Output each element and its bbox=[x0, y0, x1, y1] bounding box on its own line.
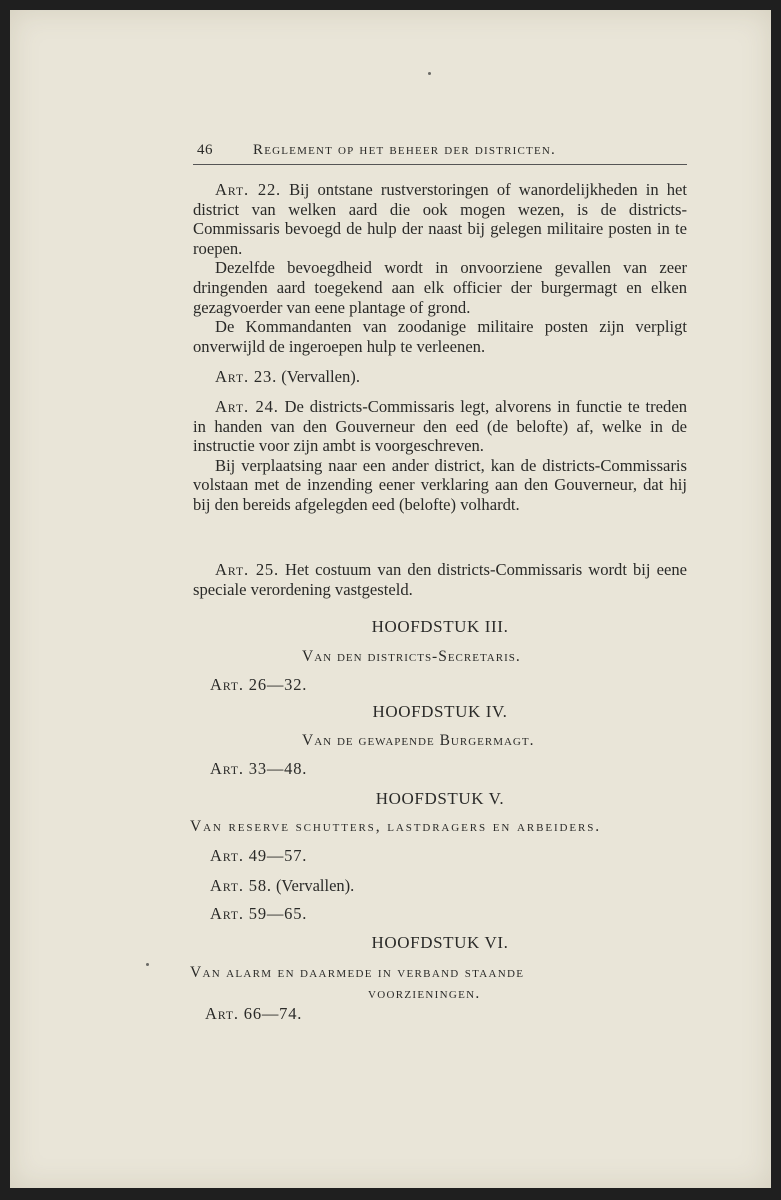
article-text: (Vervallen). bbox=[281, 367, 360, 386]
chapter-4-heading: HOOFDSTUK IV. bbox=[372, 702, 508, 721]
article-label: Art. 25. bbox=[215, 560, 279, 579]
article-24-paragraph-2: Bij verplaatsing naar een ander district, kan de districts-Commissaris volstaan met de inzending eener verklaring aan den Gouverneur, dat hij bij den bereids afgelegden eed (belofte) volhardt. bbox=[193, 455, 687, 514]
article-range: Art. 33—48. bbox=[210, 759, 308, 778]
article-text: De districts-Commissaris legt, alvorens in functie te treden in handen van den Gouverneur den eed (de belofte) af, welke in de instructie voor zijn ambt is voorgeschreven. bbox=[193, 397, 688, 456]
chapter-5-articles-1 bbox=[210, 846, 307, 866]
article-text: Het costuum van den districts-Commissaris wordt bij eene speciale verordening vastgesteld. bbox=[193, 560, 687, 599]
chapter-6-articles bbox=[205, 1004, 302, 1024]
article-range: Art. 59—65. bbox=[210, 904, 308, 923]
article-22 bbox=[193, 180, 687, 356]
chapter-3-heading: HOOFDSTUK III. bbox=[371, 617, 509, 636]
chapter-5-heading: HOOFDSTUK V. bbox=[375, 789, 505, 808]
article-22-paragraph-2: Dezelfde bevoegdheid wordt in onvoorziene gevallen van zeer dringenden aard toegekend aan elk officier der burgermagt en elken gezagvoerder van eene plantage of grond. bbox=[193, 258, 687, 317]
header-title: Reglement op het beheer der districten. bbox=[253, 142, 556, 158]
article-23 bbox=[193, 367, 687, 387]
chapter-4-subtitle: Van de gewapende Burgermagt. bbox=[302, 732, 535, 749]
article-label: Art. 23. bbox=[215, 367, 278, 386]
article-label: Art. 22. bbox=[215, 180, 281, 199]
article-range: Art. 66—74. bbox=[205, 1004, 303, 1023]
article-text: (Vervallen). bbox=[275, 876, 355, 895]
article-range: Art. 49—57. bbox=[210, 846, 308, 865]
article-text: Bij ontstane rustverstoringen of wanordelijkheden in het district van welken aard die ook mogen wezen, is de districts-Commissaris bevoegd de hulp der naast bij gelegen militaire posten in te roepen. bbox=[193, 180, 687, 258]
article-22-paragraph-1 bbox=[193, 180, 687, 258]
chapter-5-articles-3 bbox=[210, 904, 307, 924]
article-24 bbox=[193, 397, 687, 515]
chapter-3-subtitle: Van den districts-Secretaris. bbox=[302, 648, 521, 665]
article-label: Art. 24. bbox=[215, 397, 279, 416]
chapter-5-subtitle: Van reserve schutters, lastdragers en arbeiders. bbox=[190, 818, 601, 835]
chapter-6-subtitle-line-1: Van alarm en daarmede in verband staande bbox=[190, 964, 525, 981]
article-22-paragraph-3: De Kommandanten van zoodanige militaire posten zijn verpligt onverwijld de ingeroepen hulp te verleenen. bbox=[193, 317, 687, 356]
chapter-4-articles bbox=[210, 759, 307, 779]
chapter-6-heading: HOOFDSTUK VI. bbox=[371, 933, 509, 952]
running-header bbox=[193, 140, 687, 165]
article-24-paragraph-1 bbox=[193, 397, 687, 456]
article-range: Art. 26—32. bbox=[210, 675, 308, 694]
chapter-6-subtitle-line-2: voorzieningen. bbox=[368, 985, 481, 1002]
chapter-5-article-58 bbox=[210, 876, 354, 896]
article-25 bbox=[193, 560, 687, 599]
chapter-3-articles bbox=[210, 675, 307, 695]
article-label: Art. 58. bbox=[210, 876, 272, 895]
page-number: 46 bbox=[197, 142, 213, 158]
